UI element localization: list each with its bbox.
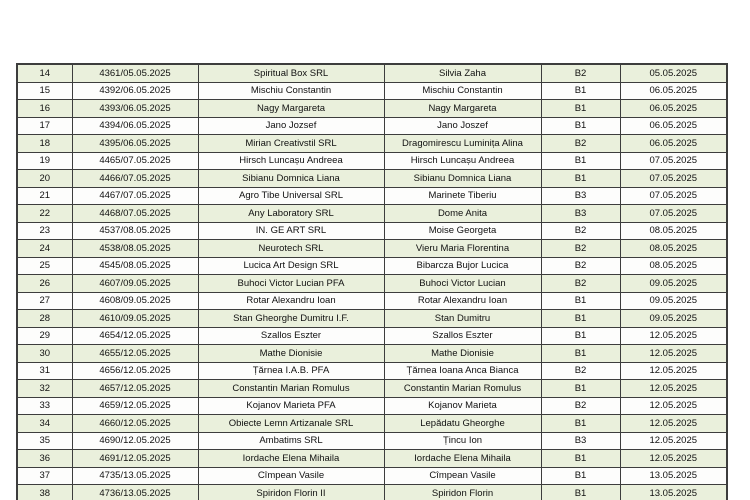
cell-row-number: 38 xyxy=(17,485,72,500)
table-row xyxy=(17,152,727,170)
table-row xyxy=(17,170,727,188)
cell-registration-number: 4690/12.05.2025 xyxy=(72,432,198,450)
cell-applicant-name: Țărnea I.A.B. PFA xyxy=(198,362,384,380)
cell-row-number: 17 xyxy=(17,117,72,135)
cell-category-code: B1 xyxy=(541,117,620,135)
table-row xyxy=(17,345,727,363)
cell-category-code: B2 xyxy=(541,257,620,275)
cell-representative-name: Iordache Elena Mihaila xyxy=(384,450,541,468)
cell-applicant-name: Rotar Alexandru Ioan xyxy=(198,292,384,310)
cell-representative-name: Țincu Ion xyxy=(384,432,541,450)
cell-registration-number: 4608/09.05.2025 xyxy=(72,292,198,310)
cell-category-code: B2 xyxy=(541,240,620,258)
cell-registration-number: 4659/12.05.2025 xyxy=(72,397,198,415)
table-row xyxy=(17,117,727,135)
cell-category-code: B1 xyxy=(541,82,620,100)
cell-date: 09.05.2025 xyxy=(620,275,727,293)
cell-representative-name: Marinete Tiberiu xyxy=(384,187,541,205)
cell-representative-name: Szallos Eszter xyxy=(384,327,541,345)
cell-row-number: 26 xyxy=(17,275,72,293)
table-row xyxy=(17,64,727,82)
table-row xyxy=(17,380,727,398)
cell-registration-number: 4607/09.05.2025 xyxy=(72,275,198,293)
cell-registration-number: 4736/13.05.2025 xyxy=(72,485,198,500)
cell-applicant-name: Any Laboratory SRL xyxy=(198,205,384,223)
cell-date: 08.05.2025 xyxy=(620,240,727,258)
cell-row-number: 21 xyxy=(17,187,72,205)
cell-registration-number: 4545/08.05.2025 xyxy=(72,257,198,275)
table-row xyxy=(17,240,727,258)
cell-category-code: B2 xyxy=(541,362,620,380)
cell-date: 06.05.2025 xyxy=(620,82,727,100)
cell-applicant-name: IN. GE ART SRL xyxy=(198,222,384,240)
cell-registration-number: 4660/12.05.2025 xyxy=(72,415,198,433)
cell-representative-name: Sibianu Domnica Liana xyxy=(384,170,541,188)
cell-row-number: 33 xyxy=(17,397,72,415)
cell-row-number: 16 xyxy=(17,100,72,118)
cell-date: 12.05.2025 xyxy=(620,450,727,468)
cell-category-code: B3 xyxy=(541,205,620,223)
cell-category-code: B1 xyxy=(541,310,620,328)
cell-category-code: B1 xyxy=(541,485,620,500)
cell-date: 06.05.2025 xyxy=(620,135,727,153)
table-row xyxy=(17,432,727,450)
cell-date: 06.05.2025 xyxy=(620,117,727,135)
cell-row-number: 15 xyxy=(17,82,72,100)
cell-date: 08.05.2025 xyxy=(620,222,727,240)
cell-representative-name: Nagy Margareta xyxy=(384,100,541,118)
cell-row-number: 35 xyxy=(17,432,72,450)
cell-row-number: 14 xyxy=(17,64,72,82)
cell-representative-name: Rotar Alexandru Ioan xyxy=(384,292,541,310)
cell-row-number: 34 xyxy=(17,415,72,433)
table-row xyxy=(17,327,727,345)
table-row xyxy=(17,467,727,485)
cell-applicant-name: Agro Tibe Universal SRL xyxy=(198,187,384,205)
cell-date: 12.05.2025 xyxy=(620,380,727,398)
cell-applicant-name: Obiecte Lemn Artizanale SRL xyxy=(198,415,384,433)
cell-registration-number: 4465/07.05.2025 xyxy=(72,152,198,170)
cell-representative-name: Lepădatu Gheorghe xyxy=(384,415,541,433)
registry-table xyxy=(16,63,728,500)
cell-date: 07.05.2025 xyxy=(620,170,727,188)
cell-category-code: B1 xyxy=(541,345,620,363)
table-row xyxy=(17,222,727,240)
cell-date: 12.05.2025 xyxy=(620,327,727,345)
cell-category-code: B1 xyxy=(541,415,620,433)
cell-row-number: 29 xyxy=(17,327,72,345)
cell-registration-number: 4468/07.05.2025 xyxy=(72,205,198,223)
cell-date: 05.05.2025 xyxy=(620,64,727,82)
cell-category-code: B2 xyxy=(541,222,620,240)
cell-category-code: B1 xyxy=(541,327,620,345)
cell-applicant-name: Jano Jozsef xyxy=(198,117,384,135)
cell-applicant-name: Stan Gheorghe Dumitru I.F. xyxy=(198,310,384,328)
cell-representative-name: Constantin Marian Romulus xyxy=(384,380,541,398)
table-row xyxy=(17,310,727,328)
cell-category-code: B1 xyxy=(541,292,620,310)
cell-registration-number: 4392/06.05.2025 xyxy=(72,82,198,100)
cell-registration-number: 4610/09.05.2025 xyxy=(72,310,198,328)
cell-registration-number: 4537/08.05.2025 xyxy=(72,222,198,240)
cell-category-code: B1 xyxy=(541,380,620,398)
cell-registration-number: 4361/05.05.2025 xyxy=(72,64,198,82)
cell-category-code: B3 xyxy=(541,432,620,450)
cell-registration-number: 4655/12.05.2025 xyxy=(72,345,198,363)
cell-date: 13.05.2025 xyxy=(620,467,727,485)
table-row xyxy=(17,362,727,380)
cell-applicant-name: Sibianu Domnica Liana xyxy=(198,170,384,188)
cell-representative-name: Buhoci Victor Lucian xyxy=(384,275,541,293)
cell-date: 07.05.2025 xyxy=(620,187,727,205)
cell-applicant-name: Constantin Marian Romulus xyxy=(198,380,384,398)
cell-representative-name: Moise Georgeta xyxy=(384,222,541,240)
cell-registration-number: 4654/12.05.2025 xyxy=(72,327,198,345)
cell-row-number: 24 xyxy=(17,240,72,258)
cell-applicant-name: Hirsch Luncașu Andreea xyxy=(198,152,384,170)
cell-date: 08.05.2025 xyxy=(620,257,727,275)
cell-registration-number: 4657/12.05.2025 xyxy=(72,380,198,398)
cell-applicant-name: Iordache Elena Mihaila xyxy=(198,450,384,468)
cell-registration-number: 4656/12.05.2025 xyxy=(72,362,198,380)
cell-date: 09.05.2025 xyxy=(620,310,727,328)
cell-applicant-name: Mischiu Constantin xyxy=(198,82,384,100)
cell-applicant-name: Spiritual Box SRL xyxy=(198,64,384,82)
cell-row-number: 28 xyxy=(17,310,72,328)
cell-applicant-name: Kojanov Marieta PFA xyxy=(198,397,384,415)
cell-date: 12.05.2025 xyxy=(620,397,727,415)
cell-representative-name: Țărnea Ioana Anca Bianca xyxy=(384,362,541,380)
cell-row-number: 18 xyxy=(17,135,72,153)
cell-row-number: 37 xyxy=(17,467,72,485)
cell-representative-name: Bibarcza Bujor Lucica xyxy=(384,257,541,275)
cell-row-number: 31 xyxy=(17,362,72,380)
table-row xyxy=(17,205,727,223)
cell-registration-number: 4691/12.05.2025 xyxy=(72,450,198,468)
cell-registration-number: 4393/06.05.2025 xyxy=(72,100,198,118)
cell-applicant-name: Ambatims SRL xyxy=(198,432,384,450)
table-row xyxy=(17,257,727,275)
cell-row-number: 32 xyxy=(17,380,72,398)
cell-row-number: 19 xyxy=(17,152,72,170)
cell-registration-number: 4467/07.05.2025 xyxy=(72,187,198,205)
cell-row-number: 23 xyxy=(17,222,72,240)
cell-applicant-name: Szallos Eszter xyxy=(198,327,384,345)
cell-date: 12.05.2025 xyxy=(620,362,727,380)
table-row xyxy=(17,187,727,205)
cell-row-number: 30 xyxy=(17,345,72,363)
table-row xyxy=(17,82,727,100)
cell-applicant-name: Cîmpean Vasile xyxy=(198,467,384,485)
cell-representative-name: Mischiu Constantin xyxy=(384,82,541,100)
table-row xyxy=(17,135,727,153)
cell-category-code: B1 xyxy=(541,450,620,468)
cell-applicant-name: Spiridon Florin II xyxy=(198,485,384,500)
cell-row-number: 22 xyxy=(17,205,72,223)
cell-category-code: B1 xyxy=(541,170,620,188)
cell-representative-name: Stan Dumitru xyxy=(384,310,541,328)
table-row xyxy=(17,100,727,118)
cell-category-code: B2 xyxy=(541,397,620,415)
table-row xyxy=(17,275,727,293)
table-row xyxy=(17,292,727,310)
cell-applicant-name: Neurotech SRL xyxy=(198,240,384,258)
cell-category-code: B1 xyxy=(541,467,620,485)
cell-representative-name: Jano Joszef xyxy=(384,117,541,135)
table-row xyxy=(17,415,727,433)
cell-applicant-name: Mathe Dionisie xyxy=(198,345,384,363)
cell-date: 09.05.2025 xyxy=(620,292,727,310)
table-row xyxy=(17,450,727,468)
cell-row-number: 36 xyxy=(17,450,72,468)
cell-date: 12.05.2025 xyxy=(620,432,727,450)
cell-category-code: B2 xyxy=(541,275,620,293)
cell-row-number: 20 xyxy=(17,170,72,188)
cell-category-code: B3 xyxy=(541,187,620,205)
cell-applicant-name: Mirian Creativstil SRL xyxy=(198,135,384,153)
cell-date: 07.05.2025 xyxy=(620,205,727,223)
cell-row-number: 27 xyxy=(17,292,72,310)
cell-row-number: 25 xyxy=(17,257,72,275)
cell-representative-name: Mathe Dionisie xyxy=(384,345,541,363)
cell-representative-name: Hirsch Luncașu Andreea xyxy=(384,152,541,170)
cell-representative-name: Dragomirescu Luminița Alina xyxy=(384,135,541,153)
registry-table-body xyxy=(17,64,727,500)
cell-representative-name: Dome Anita xyxy=(384,205,541,223)
cell-category-code: B2 xyxy=(541,64,620,82)
table-row xyxy=(17,397,727,415)
cell-category-code: B1 xyxy=(541,152,620,170)
cell-category-code: B2 xyxy=(541,135,620,153)
cell-representative-name: Spiridon Florin xyxy=(384,485,541,500)
cell-representative-name: Silvia Zaha xyxy=(384,64,541,82)
cell-date: 07.05.2025 xyxy=(620,152,727,170)
cell-date: 12.05.2025 xyxy=(620,415,727,433)
cell-registration-number: 4395/06.05.2025 xyxy=(72,135,198,153)
cell-category-code: B1 xyxy=(541,100,620,118)
cell-date: 06.05.2025 xyxy=(620,100,727,118)
cell-representative-name: Kojanov Marieta xyxy=(384,397,541,415)
cell-date: 12.05.2025 xyxy=(620,345,727,363)
cell-representative-name: Cîmpean Vasile xyxy=(384,467,541,485)
cell-registration-number: 4466/07.05.2025 xyxy=(72,170,198,188)
cell-representative-name: Vieru Maria Florentina xyxy=(384,240,541,258)
cell-date: 13.05.2025 xyxy=(620,485,727,500)
cell-applicant-name: Buhoci Victor Lucian PFA xyxy=(198,275,384,293)
cell-registration-number: 4394/06.05.2025 xyxy=(72,117,198,135)
cell-applicant-name: Nagy Margareta xyxy=(198,100,384,118)
table-row xyxy=(17,485,727,500)
cell-registration-number: 4735/13.05.2025 xyxy=(72,467,198,485)
cell-registration-number: 4538/08.05.2025 xyxy=(72,240,198,258)
cell-applicant-name: Lucica Art Design SRL xyxy=(198,257,384,275)
